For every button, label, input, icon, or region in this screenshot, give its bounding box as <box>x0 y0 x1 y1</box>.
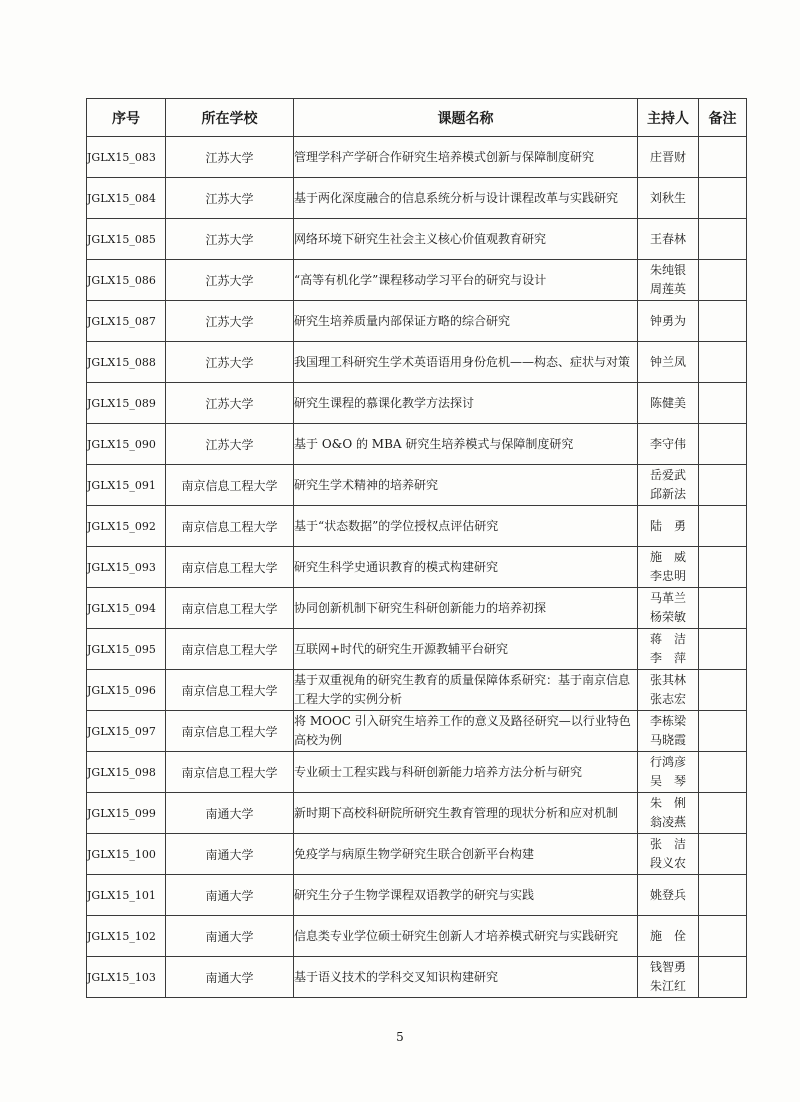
cell-note <box>699 219 747 260</box>
cell-note <box>699 588 747 629</box>
cell-id: JGLX15_091 <box>87 465 166 506</box>
table-row <box>87 342 747 383</box>
cell-id: JGLX15_084 <box>87 178 166 219</box>
cell-title: 基于 O&O 的 MBA 研究生培养模式与保障制度研究 <box>294 424 638 465</box>
cell-title: 我国理工科研究生学术英语语用身份危机——构态、症状与对策 <box>294 342 638 383</box>
cell-note <box>699 424 747 465</box>
cell-id: JGLX15_096 <box>87 670 166 711</box>
cell-host <box>638 260 699 301</box>
cell-note <box>699 875 747 916</box>
host-name: 行鸿彦 <box>649 755 686 769</box>
header-title: 课题名称 <box>294 99 638 137</box>
cell-id: JGLX15_093 <box>87 547 166 588</box>
cell-id: JGLX15_088 <box>87 342 166 383</box>
cell-id: JGLX15_103 <box>87 957 166 998</box>
table-row <box>87 957 747 998</box>
host-name: 周莲英 <box>649 282 686 296</box>
cell-host <box>638 629 699 670</box>
cell-host <box>638 301 699 342</box>
cell-title: 研究生课程的慕课化教学方法探讨 <box>294 383 638 424</box>
host-name: 李 萍 <box>649 651 686 665</box>
table-row <box>87 465 747 506</box>
cell-school: 南通大学 <box>166 793 294 834</box>
cell-note <box>699 834 747 875</box>
cell-school: 江苏大学 <box>166 260 294 301</box>
table-row <box>87 424 747 465</box>
project-table <box>86 98 747 998</box>
table-row <box>87 506 747 547</box>
table-row <box>87 301 747 342</box>
cell-school: 南京信息工程大学 <box>166 465 294 506</box>
cell-note <box>699 383 747 424</box>
cell-school: 南京信息工程大学 <box>166 752 294 793</box>
cell-title: 基于语义技术的学科交叉知识构建研究 <box>294 957 638 998</box>
host-name: 钱智勇 <box>649 960 686 974</box>
cell-title: 研究生学术精神的培养研究 <box>294 465 638 506</box>
cell-host <box>638 137 699 178</box>
table-row <box>87 219 747 260</box>
cell-note <box>699 957 747 998</box>
cell-title: “高等有机化学”课程移动学习平台的研究与设计 <box>294 260 638 301</box>
host-name: 施 佺 <box>649 928 686 943</box>
cell-title: 管理学科产学研合作研究生培养模式创新与保障制度研究 <box>294 137 638 178</box>
host-name: 刘秋生 <box>649 190 686 205</box>
host-name: 李栋梁 <box>649 714 686 728</box>
cell-host <box>638 465 699 506</box>
table-row <box>87 793 747 834</box>
table-row <box>87 752 747 793</box>
host-name: 陆 勇 <box>649 518 686 533</box>
host-name: 施 威 <box>649 550 686 564</box>
cell-host <box>638 588 699 629</box>
cell-note <box>699 301 747 342</box>
cell-host <box>638 178 699 219</box>
cell-host <box>638 424 699 465</box>
cell-id: JGLX15_089 <box>87 383 166 424</box>
host-name: 段义农 <box>649 856 686 870</box>
cell-host <box>638 957 699 998</box>
cell-note <box>699 752 747 793</box>
cell-id: JGLX15_094 <box>87 588 166 629</box>
cell-title: 研究生科学史通识教育的模式构建研究 <box>294 547 638 588</box>
host-name: 钟勇为 <box>649 313 686 328</box>
cell-id: JGLX15_092 <box>87 506 166 547</box>
cell-title: 网络环境下研究生社会主义核心价值观教育研究 <box>294 219 638 260</box>
host-name: 庄晋财 <box>649 149 686 164</box>
host-name: 马革兰 <box>649 591 686 605</box>
cell-title: 研究生分子生物学课程双语教学的研究与实践 <box>294 875 638 916</box>
cell-host <box>638 752 699 793</box>
host-name: 翁凌燕 <box>649 815 686 829</box>
table-row <box>87 916 747 957</box>
host-name: 张志宏 <box>649 692 686 706</box>
table-row <box>87 383 747 424</box>
host-name: 岳爱武 <box>649 468 686 482</box>
cell-note <box>699 178 747 219</box>
host-name: 吴 琴 <box>649 774 686 788</box>
cell-note <box>699 916 747 957</box>
cell-id: JGLX15_087 <box>87 301 166 342</box>
cell-school: 江苏大学 <box>166 424 294 465</box>
cell-school: 南通大学 <box>166 834 294 875</box>
host-name: 杨荣敏 <box>649 610 686 624</box>
cell-id: JGLX15_090 <box>87 424 166 465</box>
cell-note <box>699 137 747 178</box>
cell-id: JGLX15_086 <box>87 260 166 301</box>
table-body <box>87 137 747 998</box>
cell-note <box>699 793 747 834</box>
cell-note <box>699 260 747 301</box>
cell-id: JGLX15_097 <box>87 711 166 752</box>
cell-school: 南京信息工程大学 <box>166 629 294 670</box>
cell-school: 南京信息工程大学 <box>166 588 294 629</box>
host-name: 陈健美 <box>649 395 686 410</box>
cell-school: 南京信息工程大学 <box>166 506 294 547</box>
host-name: 钟兰凤 <box>649 354 686 369</box>
cell-host <box>638 219 699 260</box>
cell-id: JGLX15_098 <box>87 752 166 793</box>
host-name: 李忠明 <box>649 569 686 583</box>
host-name: 马晓霞 <box>649 733 686 747</box>
cell-note <box>699 629 747 670</box>
cell-host <box>638 916 699 957</box>
host-name: 李守伟 <box>649 436 686 451</box>
cell-id: JGLX15_083 <box>87 137 166 178</box>
cell-title: 专业硕士工程实践与科研创新能力培养方法分析与研究 <box>294 752 638 793</box>
cell-school: 江苏大学 <box>166 219 294 260</box>
host-name: 朱 俐 <box>649 796 686 810</box>
cell-note <box>699 342 747 383</box>
cell-id: JGLX15_101 <box>87 875 166 916</box>
host-name: 张 洁 <box>649 837 686 851</box>
cell-school: 江苏大学 <box>166 342 294 383</box>
cell-host <box>638 547 699 588</box>
cell-school: 南京信息工程大学 <box>166 547 294 588</box>
host-name: 张其林 <box>649 673 686 687</box>
table-row <box>87 834 747 875</box>
cell-note <box>699 711 747 752</box>
table-row <box>87 629 747 670</box>
header-note: 备注 <box>699 99 747 137</box>
cell-school: 江苏大学 <box>166 383 294 424</box>
table-row <box>87 260 747 301</box>
header-id: 序号 <box>87 99 166 137</box>
header-host: 主持人 <box>638 99 699 137</box>
host-name: 蒋 洁 <box>649 632 686 646</box>
host-name: 姚登兵 <box>649 887 686 902</box>
cell-school: 南通大学 <box>166 875 294 916</box>
cell-school: 江苏大学 <box>166 178 294 219</box>
cell-id: JGLX15_102 <box>87 916 166 957</box>
cell-host <box>638 711 699 752</box>
cell-note <box>699 547 747 588</box>
cell-title: 基于“状态数据”的学位授权点评估研究 <box>294 506 638 547</box>
table-row <box>87 711 747 752</box>
table-row <box>87 670 747 711</box>
cell-id: JGLX15_100 <box>87 834 166 875</box>
cell-note <box>699 465 747 506</box>
cell-host <box>638 383 699 424</box>
cell-school: 南京信息工程大学 <box>166 711 294 752</box>
table-row <box>87 547 747 588</box>
table-row <box>87 178 747 219</box>
cell-note <box>699 506 747 547</box>
cell-title: 将 MOOC 引入研究生培养工作的意义及路径研究—以行业特色高校为例 <box>294 711 638 752</box>
cell-host <box>638 875 699 916</box>
table-row <box>87 588 747 629</box>
cell-id: JGLX15_099 <box>87 793 166 834</box>
cell-school: 南通大学 <box>166 916 294 957</box>
cell-school: 江苏大学 <box>166 137 294 178</box>
cell-title: 信息类专业学位硕士研究生创新人才培养模式研究与实践研究 <box>294 916 638 957</box>
host-name: 王春林 <box>649 231 686 246</box>
cell-title: 基于两化深度融合的信息系统分析与设计课程改革与实践研究 <box>294 178 638 219</box>
cell-host <box>638 834 699 875</box>
cell-id: JGLX15_095 <box>87 629 166 670</box>
page-number: 5 <box>396 1030 404 1044</box>
cell-title: 新时期下高校科研院所研究生教育管理的现状分析和应对机制 <box>294 793 638 834</box>
table-row <box>87 875 747 916</box>
cell-host <box>638 670 699 711</box>
cell-title: 互联网+时代的研究生开源教辅平台研究 <box>294 629 638 670</box>
host-name: 邱新法 <box>649 487 686 501</box>
cell-school: 江苏大学 <box>166 301 294 342</box>
cell-title: 免疫学与病原生物学研究生联合创新平台构建 <box>294 834 638 875</box>
cell-host <box>638 793 699 834</box>
table-row <box>87 137 747 178</box>
cell-host <box>638 342 699 383</box>
cell-title: 基于双重视角的研究生教育的质量保障体系研究：基于南京信息工程大学的实例分析 <box>294 670 638 711</box>
header-school: 所在学校 <box>166 99 294 137</box>
cell-host <box>638 506 699 547</box>
cell-title: 研究生培养质量内部保证方略的综合研究 <box>294 301 638 342</box>
cell-school: 南京信息工程大学 <box>166 670 294 711</box>
cell-title: 协同创新机制下研究生科研创新能力的培养初探 <box>294 588 638 629</box>
cell-id: JGLX15_085 <box>87 219 166 260</box>
cell-school: 南通大学 <box>166 957 294 998</box>
host-name: 朱江红 <box>649 979 686 993</box>
cell-note <box>699 670 747 711</box>
table-header-row <box>87 99 747 137</box>
host-name: 朱纯银 <box>649 263 686 277</box>
